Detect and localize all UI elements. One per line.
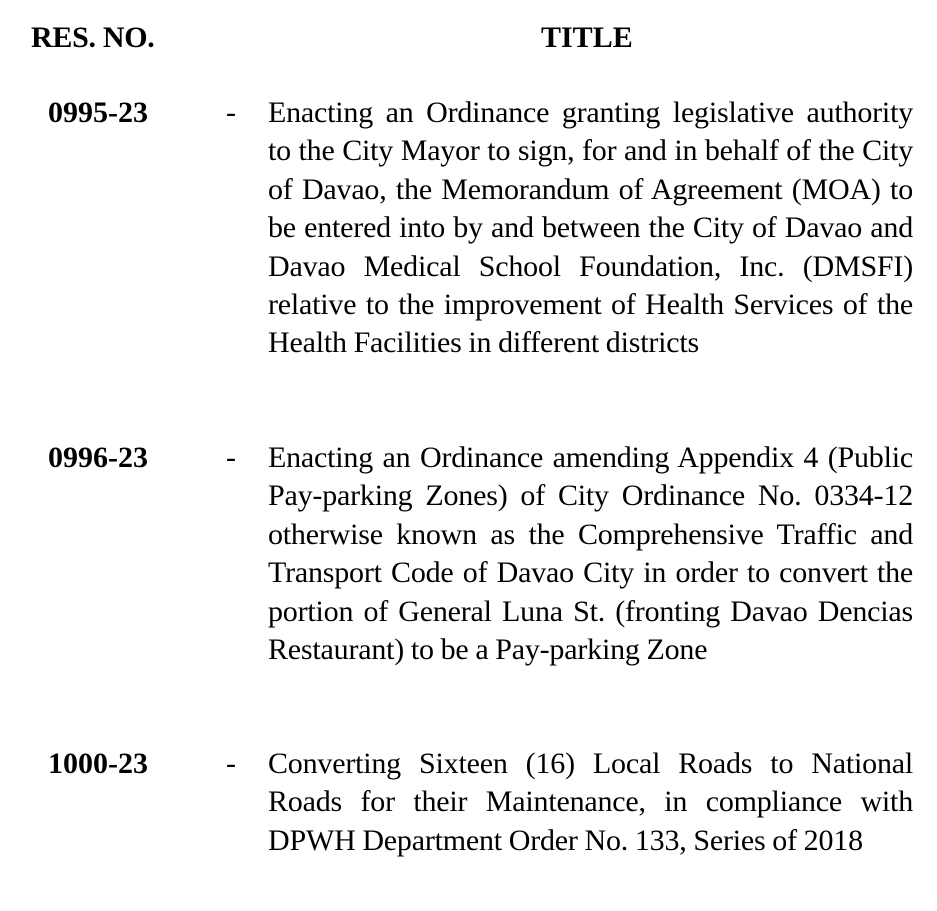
- resolution-title: Enacting an Ordinance amending Appendix 4 (Public Pay-parking Zones) of City Ordinance No. 0334-12 otherwise known as the Comprehensive Traffic and Transport Code of Davao City in order to convert the portion of General Luna St. (fronting Davao Dencias Restaurant) to be a Pay-parking Zone: [268, 441, 913, 667]
- resolution-title: Converting Sixteen (16) Local Roads to National Roads for their Maintenance, in compliance with DPWH Department Order No. 133, Series of 2018: [268, 747, 913, 857]
- title-column-header: TITLE: [541, 21, 633, 54]
- resolution-number: 0996-23: [48, 441, 148, 474]
- table-header: [0, 19, 937, 59]
- separator-dash: -: [226, 441, 236, 474]
- separator-dash: -: [226, 747, 236, 780]
- resolution-title: Enacting an Ordinance granting legislative authority to the City Mayor to sign, for and in behalf of the City of Davao, the Memorandum of Agreement (MOA) to be entered into by and between the City of Davao and Davao Medical School Foundation, Inc. (DMSFI) relative to the improvement of Health Services of the Health Facilities in different districts: [268, 96, 913, 360]
- resolution-number: 0995-23: [48, 96, 148, 129]
- resolution-number: 1000-23: [48, 747, 148, 780]
- res-no-column-header: RES. NO.: [31, 21, 155, 54]
- separator-dash: -: [226, 96, 236, 129]
